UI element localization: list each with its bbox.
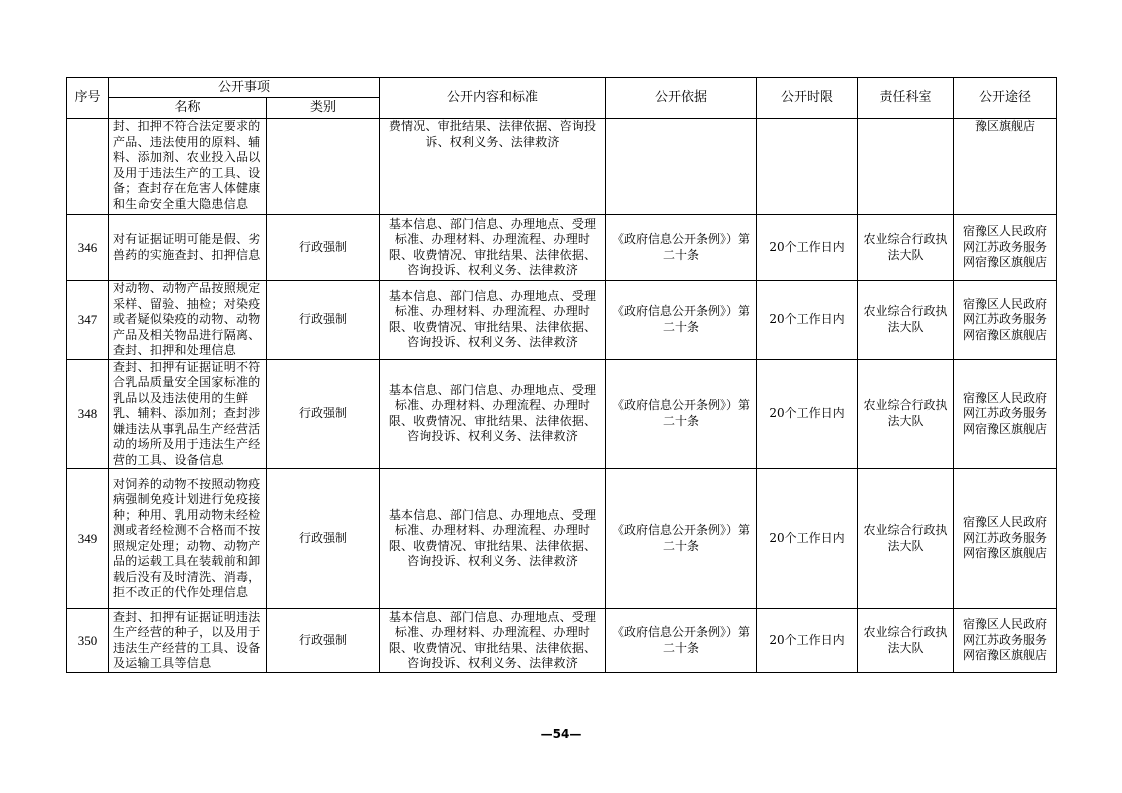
office-cell: 农业综合行政执法大队 — [858, 281, 954, 360]
name-cell: 对饲养的动物不按照动物疫病强制免疫计划进行免疫接种；种用、乳用动物未经检测或者经检测不合格而不按照规定处理；动物、动物产品的运载工具在装载前和卸载后没有及时清洗、消毒，拒不改正的代作处理信息 — [109, 469, 267, 609]
channel-cell: 宿豫区人民政府网江苏政务服务网宿豫区旗舰店 — [954, 215, 1057, 281]
category-cell: 行政强制 — [267, 469, 380, 609]
channel-cell: 宿豫区人民政府网江苏政务服务网宿豫区旗舰店 — [954, 359, 1057, 469]
table-row-continued — [67, 119, 1057, 215]
content-cell: 基本信息、部门信息、办理地点、受理标准、办理材料、办理流程、办理时限、收费情况、审批结果、法律依据、咨询投诉、权利义务、法律救济 — [380, 609, 606, 673]
content-cell: 基本信息、部门信息、办理地点、受理标准、办理材料、办理流程、办理时限、收费情况、审批结果、法律依据、咨询投诉、权利义务、法律救济 — [380, 469, 606, 609]
office-cell: 农业综合行政执法大队 — [858, 215, 954, 281]
category-cell: 行政强制 — [267, 281, 380, 360]
name-cell: 对有证据证明可能是假、劣兽药的实施查封、扣押信息 — [109, 215, 267, 281]
category-cell: 行政强制 — [267, 215, 380, 281]
table-row — [67, 281, 1057, 360]
header-channel: 公开途径 — [954, 78, 1057, 119]
header-office: 责任科室 — [858, 78, 954, 119]
table-row — [67, 609, 1057, 673]
category-cell: 行政强制 — [267, 359, 380, 469]
basis-cell: 《政府信息公开条例》）第二十条 — [606, 359, 757, 469]
time-limit-cell: 20个工作日内 — [757, 281, 858, 360]
office-cell: 农业综合行政执法大队 — [858, 359, 954, 469]
time-limit-cell: 20个工作日内 — [757, 469, 858, 609]
basis-cell: 《政府信息公开条例》）第二十条 — [606, 469, 757, 609]
time-limit-cell: 20个工作日内 — [757, 359, 858, 469]
header-seq: 序号 — [67, 78, 109, 119]
office-cell: 农业综合行政执法大队 — [858, 609, 954, 673]
channel-cell: 豫区旗舰店 — [954, 119, 1057, 215]
category-cell: 行政强制 — [267, 609, 380, 673]
channel-cell: 宿豫区人民政府网江苏政务服务网宿豫区旗舰店 — [954, 469, 1057, 609]
seq-cell: 350 — [67, 609, 109, 673]
channel-cell: 宿豫区人民政府网江苏政务服务网宿豫区旗舰店 — [954, 609, 1057, 673]
name-cell: 查封、扣押有证据证明不符合乳品质量安全国家标准的乳品以及违法使用的生鲜乳、辅料、添加剂；查封涉嫌违法从事乳品生产经营活动的场所及用于违法生产经营的工具、设备信息 — [109, 359, 267, 469]
office-cell: 农业综合行政执法大队 — [858, 469, 954, 609]
name-cell: 查封、扣押有证据证明违法生产经营的种子，以及用于违法生产经营的工具、设备及运输工具等信息 — [109, 609, 267, 673]
basis-cell: 《政府信息公开条例》）第二十条 — [606, 609, 757, 673]
basis-cell — [606, 119, 757, 215]
header-item-group: 公开事项 — [109, 78, 380, 98]
table-row — [67, 215, 1057, 281]
time-limit-cell: 20个工作日内 — [757, 609, 858, 673]
office-cell — [858, 119, 954, 215]
table-row — [67, 359, 1057, 469]
basis-cell: 《政府信息公开条例》）第二十条 — [606, 215, 757, 281]
disclosure-table — [66, 77, 1057, 673]
header-time-limit: 公开时限 — [757, 78, 858, 119]
channel-cell: 宿豫区人民政府网江苏政务服务网宿豫区旗舰店 — [954, 281, 1057, 360]
category-cell — [267, 119, 380, 215]
time-limit-cell: 20个工作日内 — [757, 215, 858, 281]
basis-cell: 《政府信息公开条例》）第二十条 — [606, 281, 757, 360]
seq-cell: 346 — [67, 215, 109, 281]
name-cell: 对动物、动物产品按照规定采样、留验、抽检；对染疫或者疑似染疫的动物、动物产品及相关物品进行隔离、查封、扣押和处理信息 — [109, 281, 267, 360]
name-cell: 封、扣押不符合法定要求的产品、违法使用的原料、辅料、添加剂、农业投入品以及用于违法生产的工具、设备；查封存在危害人体健康和生命安全重大隐患信息 — [109, 119, 267, 215]
header-category: 类别 — [267, 98, 380, 119]
page-number: —54— — [540, 727, 582, 741]
seq-cell: 347 — [67, 281, 109, 360]
seq-cell: 348 — [67, 359, 109, 469]
content-cell: 费情况、审批结果、法律依据、咨询投诉、权利义务、法律救济 — [380, 119, 606, 215]
header-basis: 公开依据 — [606, 78, 757, 119]
table-row — [67, 469, 1057, 609]
header-content: 公开内容和标准 — [380, 78, 606, 119]
disclosure-table-sheet — [66, 77, 1056, 673]
content-cell: 基本信息、部门信息、办理地点、受理标准、办理材料、办理流程、办理时限、收费情况、审批结果、法律依据、咨询投诉、权利义务、法律救济 — [380, 215, 606, 281]
content-cell: 基本信息、部门信息、办理地点、受理标准、办理材料、办理流程、办理时限、收费情况、审批结果、法律依据、咨询投诉、权利义务、法律救济 — [380, 281, 606, 360]
time-limit-cell — [757, 119, 858, 215]
seq-cell: 349 — [67, 469, 109, 609]
seq-cell — [67, 119, 109, 215]
header-name: 名称 — [109, 98, 267, 119]
content-cell: 基本信息、部门信息、办理地点、受理标准、办理材料、办理流程、办理时限、收费情况、审批结果、法律依据、咨询投诉、权利义务、法律救济 — [380, 359, 606, 469]
